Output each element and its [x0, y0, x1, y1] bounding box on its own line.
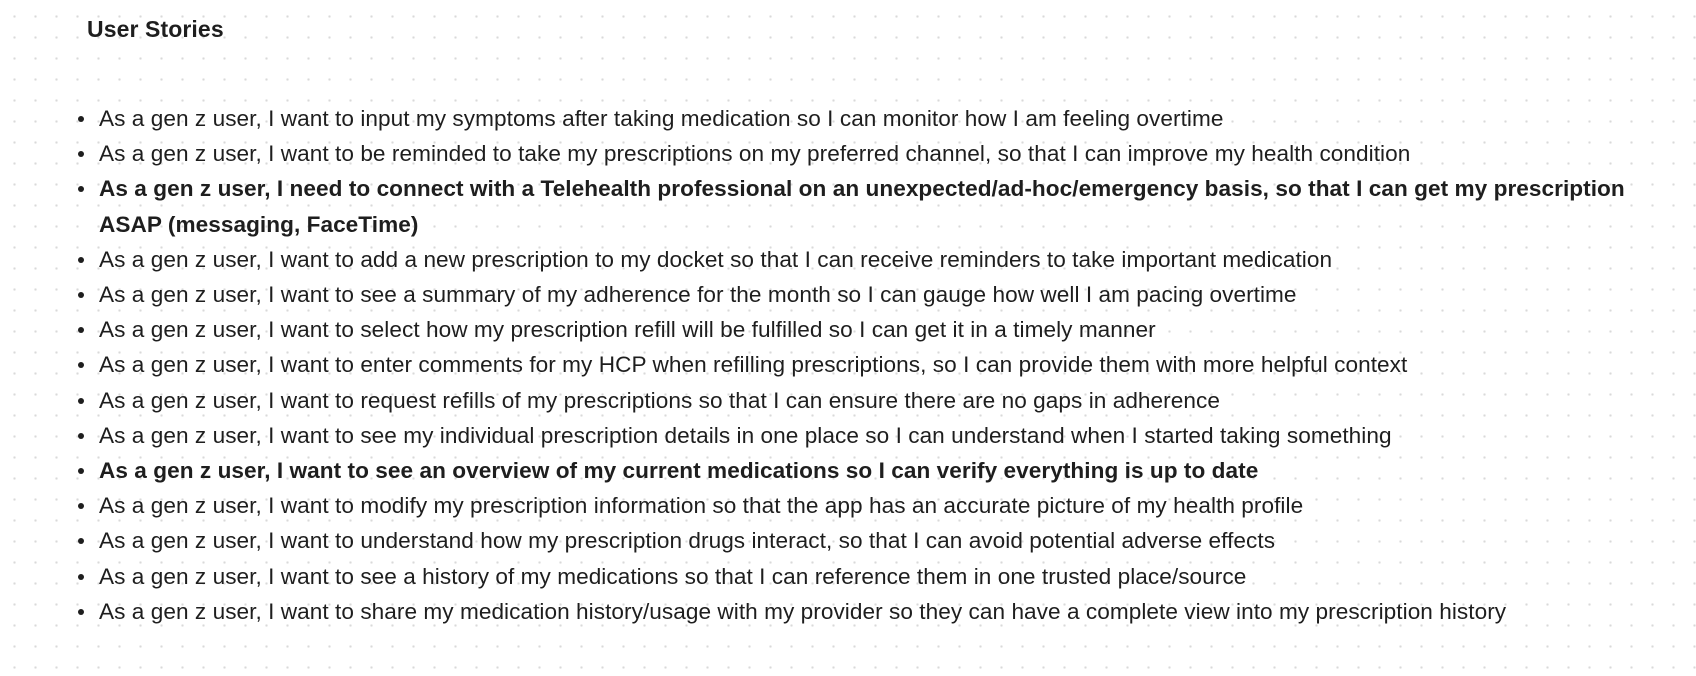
story-item[interactable]: As a gen z user, I want to request refills of my prescriptions so that I can ensure there are no gaps in adherence [99, 383, 1674, 418]
story-item[interactable]: As a gen z user, I want to understand how my prescription drugs interact, so that I can avoid potential adverse effects [99, 523, 1674, 558]
story-item[interactable]: As a gen z user, I want to see a history of my medications so that I can reference them in one trusted place/source [99, 559, 1674, 594]
story-item[interactable]: As a gen z user, I want to be reminded to take my prescriptions on my preferred channel, so that I can improve my health condition [99, 136, 1674, 171]
story-item[interactable]: As a gen z user, I need to connect with a Telehealth professional on an unexpected/ad-hoc/emergency basis, so that I can get my prescription ASAP (messaging, FaceTime) [99, 171, 1674, 241]
story-item[interactable]: As a gen z user, I want to input my symptoms after taking medication so I can monitor how I am feeling overtime [99, 101, 1674, 136]
story-item[interactable]: As a gen z user, I want to enter comments for my HCP when refilling prescriptions, so I can provide them with more helpful context [99, 347, 1674, 382]
story-item[interactable]: As a gen z user, I want to see an overview of my current medications so I can verify everything is up to date [99, 453, 1674, 488]
story-item[interactable]: As a gen z user, I want to see a summary of my adherence for the month so I can gauge how well I am pacing overtime [99, 277, 1674, 312]
section-title: User Stories [87, 16, 224, 42]
story-item[interactable]: As a gen z user, I want to select how my prescription refill will be fulfilled so I can get it in a timely manner [99, 312, 1674, 347]
story-item[interactable]: As a gen z user, I want to add a new prescription to my docket so that I can receive reminders to take important medication [99, 242, 1674, 277]
user-stories-list [99, 101, 1674, 629]
story-item[interactable]: As a gen z user, I want to see my individual prescription details in one place so I can understand when I started taking something [99, 418, 1674, 453]
story-item[interactable]: As a gen z user, I want to modify my prescription information so that the app has an accurate picture of my health profile [99, 488, 1674, 523]
story-item[interactable]: As a gen z user, I want to share my medication history/usage with my provider so they can have a complete view into my prescription history [99, 594, 1674, 629]
